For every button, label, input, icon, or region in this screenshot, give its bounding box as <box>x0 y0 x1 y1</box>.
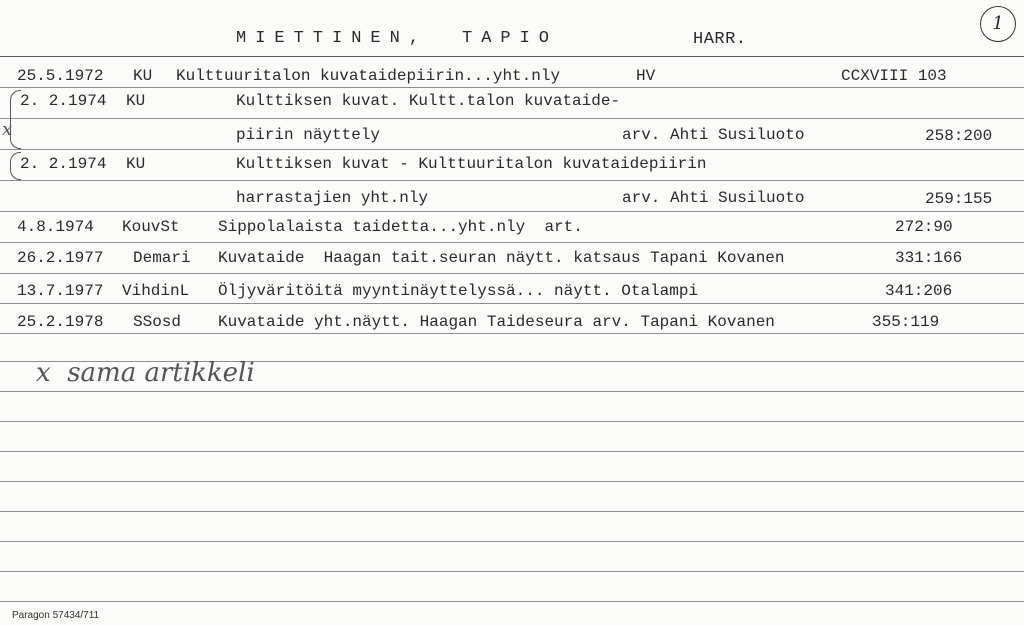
entry-source: KU <box>126 92 146 110</box>
entry-title: Sippolalaista taidetta...yht.nly art. <box>218 218 583 236</box>
card-number: 1 <box>992 13 1004 34</box>
entry-date: 26.2.1977 <box>17 249 104 267</box>
entry-title: Kuvataide Haagan tait.seuran näytt. katsaus Tapani Kovanen <box>218 249 785 267</box>
entry-date: 25.2.1978 <box>17 313 104 331</box>
rule-line <box>0 601 1024 602</box>
printer-imprint: Paragon 57434/711 <box>12 610 100 621</box>
entry-date: 4.8.1974 <box>17 218 94 236</box>
entry-ref: 331:166 <box>895 249 963 267</box>
rule-line <box>0 303 1024 304</box>
rule-line <box>0 211 1024 212</box>
firstname: TAPIO <box>462 29 559 48</box>
entry-title-cont: harrastajien yht.nly <box>236 189 429 207</box>
entry-source: KouvSt <box>122 218 180 236</box>
entry-ref: 272:90 <box>895 218 953 236</box>
entry-date: 13.7.1977 <box>17 282 104 300</box>
handwritten-note: x sama artikkeli <box>36 358 255 388</box>
entry-source: KU <box>126 155 146 173</box>
rule-line <box>0 118 1024 119</box>
entry-source: Demari <box>133 249 191 267</box>
entry-ref: 355:119 <box>872 313 940 331</box>
rule-line <box>0 451 1024 452</box>
entry-title: Kuvataide yht.näytt. Haagan Taideseura arv. Tapani Kovanen <box>218 313 775 331</box>
rule-line <box>0 481 1024 482</box>
entry-date: 2. 2.1974 <box>20 155 107 173</box>
rule-line <box>0 571 1024 572</box>
rule-line <box>0 242 1024 243</box>
rule-line <box>0 273 1024 274</box>
rule-line <box>0 511 1024 512</box>
entry-source: SSosd <box>133 313 182 331</box>
category: HARR. <box>693 30 747 49</box>
entry-title: Kulttuuritalon kuvataidepiirin...yht.nly <box>176 67 561 85</box>
card-number-circle <box>980 6 1016 42</box>
entry-title-cont: piirin näyttely <box>236 126 381 144</box>
entry-title: Öljyväritöitä myyntinäyttelyssä... näytt. Otalampi <box>218 282 699 300</box>
entry-date: 2. 2.1974 <box>20 92 107 110</box>
entry-author: arv. Ahti Susiluoto <box>622 189 805 207</box>
entry-source: VihdinL <box>122 282 190 300</box>
surname: MIETTINEN, <box>236 29 429 48</box>
margin-mark: x <box>2 119 13 140</box>
rule-line <box>0 541 1024 542</box>
rule-line <box>0 333 1024 334</box>
entry-ref: 258:200 <box>925 127 993 145</box>
entry-author: arv. Ahti Susiluoto <box>622 126 805 144</box>
entry-ref: 341:206 <box>885 282 953 300</box>
entry-extra: HV <box>636 67 656 85</box>
entry-source: KU <box>133 67 153 85</box>
rule-line <box>0 56 1024 57</box>
rule-line <box>0 391 1024 392</box>
entry-title: Kulttiksen kuvat - Kulttuuritalon kuvataidepiirin <box>236 155 707 173</box>
entry-date: 25.5.1972 <box>17 67 104 85</box>
entry-ref: 259:155 <box>925 190 993 208</box>
rule-line <box>0 149 1024 150</box>
rule-line <box>0 87 1024 88</box>
rule-line <box>0 421 1024 422</box>
rule-line <box>0 180 1024 181</box>
entry-ref: CCXVIII 103 <box>841 67 947 85</box>
entry-title: Kulttiksen kuvat. Kultt.talon kuvataide- <box>236 92 621 110</box>
